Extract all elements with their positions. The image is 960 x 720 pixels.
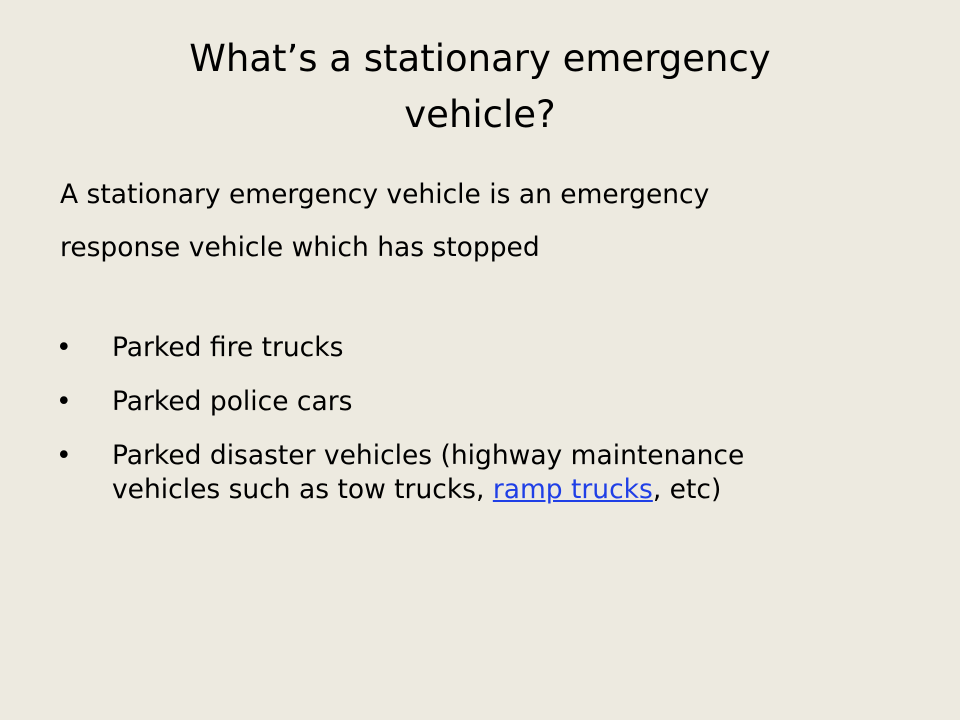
bullet-text-line-2: vehicles such as tow trucks, <box>112 474 493 505</box>
bullet-dot-icon: • <box>56 332 72 363</box>
bullet-dot-icon: • <box>56 386 72 417</box>
bullet-dot-icon: • <box>56 440 72 471</box>
bullet-text-suffix: , etc) <box>652 474 722 505</box>
intro-paragraph <box>60 168 920 274</box>
slide-title-line-1: What’s a stationary emergency <box>189 37 771 80</box>
slide-title <box>0 31 960 143</box>
ramp-trucks-link[interactable]: ramp trucks <box>492 474 653 505</box>
bullet-item-disaster-vehicles <box>0 439 960 507</box>
bullet-item-fire-trucks <box>0 331 960 365</box>
bullet-item-police-cars <box>0 385 960 419</box>
intro-line-2: response vehicle which has stopped <box>60 232 540 263</box>
slide-title-line-2: vehicle? <box>404 93 556 136</box>
bullet-text-line-1: Parked disaster vehicles (highway maintenance <box>112 440 745 471</box>
bullet-text: Parked police cars <box>112 386 353 417</box>
bullet-list <box>0 331 960 527</box>
intro-line-1: A stationary emergency vehicle is an emergency <box>60 179 710 210</box>
bullet-text: Parked fire trucks <box>112 332 344 363</box>
